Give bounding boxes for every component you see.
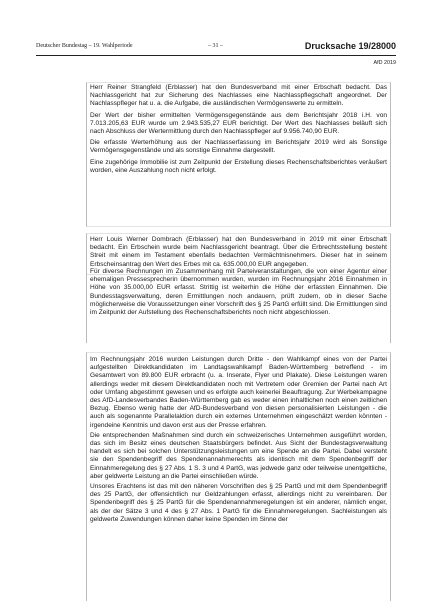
header-rule — [36, 55, 396, 56]
header-document-number: Drucksache 19/28000 — [304, 41, 396, 51]
paragraph: Die entsprechenden Maßnahmen sind durch ein schweizerisches Unternehmen ausgeführt worden, das sich im Besitz eines deutschen Staatsbürgers befindet. Aus Sicht der Bundestagsverwaltung handelt es sich bei solchen Unterstützungsleistungen um eine Spende an die Partei. Dabei versteht sie den Spendenbegriff des Spendenannahmerechts als identisch mit dem Spendenbegriff der Einnahmeregelung des § 27 Abs. 1 S. 3 und 4 PartG, was jedwede ganz oder teilweise unentgeltliche, aber geldwerte Leistung an die Partei einschließen würde. — [90, 431, 387, 480]
party-label: AfD 2019 — [373, 60, 396, 66]
paragraph: Im Rechnungsjahr 2016 wurden Leistungen durch Dritte - den Wahlkampf eines von der Partei aufgestellten Direktkandidaten im Landtagswahlkampf Baden-Württemberg betreffend - im Gesamtwert von 89.800 EUR erbracht (u. a. Inserate, Flyer und Plakate). Diese Leistungen waren allerdings weder mit diesem Direktkandidaten noch mit Vertretern oder Gremien der Partei nach Art oder Umfang abgestimmt gewesen und es erfolgte auch keinerlei Beauftragung. Zur Werbekampagne des AfD-Landesverbandes Baden-Württemberg gab es weder einen inhaltlichen noch einen zeitlichen Bezug. Ebenso wenig hatte der AfD-Bundesverband von diesen personalisierten Leistungen - die auch als sogenannte Parallelaktion durch ein externes Unternehmen eingeschätzt werden könnten - irgendeine Kenntnis und davon erst aus der Presse erfahren. — [90, 356, 387, 429]
text-block-strangfeld — [86, 82, 391, 227]
paragraph: Herr Reiner Strangfeld (Erblasser) hat den Bundesverband mit einer Erbschaft bedacht. Das Nachlassgericht hat zur Sicherung des Nachlasses eine Nachlasspflegschaft angeordnet. Der Nachlasspfleger hat u. a. die Aufgabe, die ausländischen Vermögenswerte zu ermitteln. — [90, 84, 387, 108]
paragraph: Herr Louis Werner Dombrach (Erblasser) hat den Bundesverband in 2019 mit einer Erbschaft bedacht. Ein Erbschein wurde beim Nachlassgericht beantragt. Über die Erbrechtsstellung besteht Streit mit einem im Testament ebenfalls bedachten Vermächtnisnehmers. Dieser hat in seinem Erbscheinsantrag den Wert des Erbes mit ca. 635.000,00 EUR angegeben. — [90, 236, 387, 268]
paragraph: Der Wert der bisher ermittelten Vermögensgegenstände aus dem Berichtsjahr 2018 i.H. von 7.013.205,63 EUR wurde um 2.943.535,27 EUR berichtigt. Der Wert des Nachlasses beläuft sich nach Abschluss der Wertermittlung durch den Nachlasspfleger auf 9.956.740,90 EUR. — [90, 111, 387, 136]
page-header — [36, 41, 396, 53]
text-block-rechnungen — [86, 265, 391, 343]
paragraph: Eine zugehörige Immobilie ist zum Zeitpunkt der Erstellung dieses Rechenschaftsberichtes veräußert worden, eine Auszahlung noch nicht erfolgt. — [90, 158, 387, 174]
header-page-number: – 31 – — [208, 43, 223, 49]
header-publication: Deutscher Bundestag – 19. Wahlperiode — [36, 43, 133, 49]
paragraph: Für diverse Rechnungen im Zusammenhang mit Parteiveranstaltungen, die von einer Agentur einer ehemaligen Pressesprecherin übernommen wurden, wurden im Rechnungsjahr 2016 Einnahmen in Höhe von 35.000,00 EUR erfasst. Strittig ist weiterhin die Höhe der erfassten Einnahmen. Die Bundesstagsverwaltung, deren Ermittlungen noch andauern, prüft zudem, ob in dieser Sache möglicherweise die Voraussetzungen einer Vorschrift des § 25 PartG erfüllt sind. Die Ermittlungen sind im Zeitpunkt der Aufstellung des Rechenschaftsberichts noch nicht abgeschlossen. — [90, 268, 387, 317]
text-block-wahlkampf — [86, 352, 391, 601]
paragraph: Unsores Erachtens ist das mit den näheren Vorschriften des § 25 PartG und mit dem Spendenbegriff des 25 PartG, der offensichtlich nur Geldzahlungen erfasst, allerdings nicht zu vereinbaren. Der Spendenbegriff des § 25 PartG für die Spendenannahmeregelungen ist ein anderer, nämlich enger, als der der Sätze 3 und 4 des § 27 Abs. 1 PartG für die Einnahmeregelungen. Sachleistungen als geldwerte Zuwendungen können daher keine Spenden im Sinne der — [90, 483, 387, 523]
paragraph: Die erfasste Werterhöhung aus der Nachlasserfassung im Berichtsjahr 2019 wird als Sonstige Vermögensgegenstände und als sonstige Einnahme dargestellt. — [90, 139, 387, 155]
